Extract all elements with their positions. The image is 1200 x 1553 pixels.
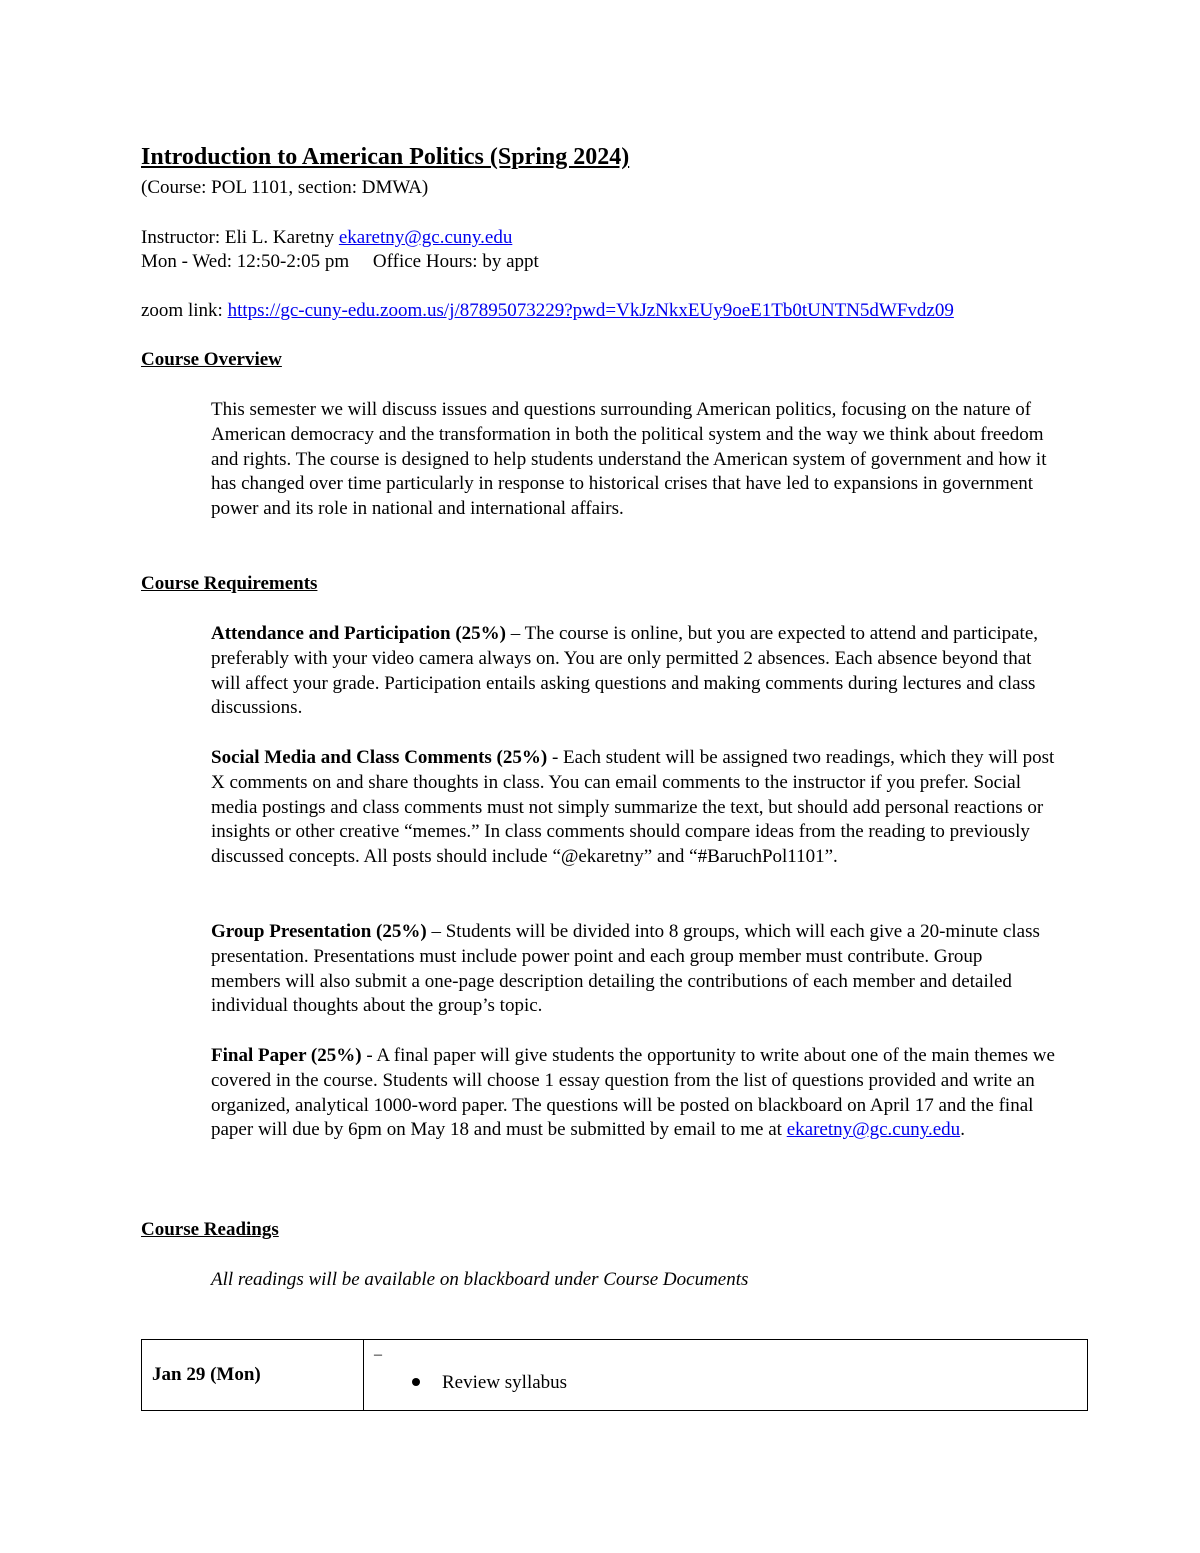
course-overview-heading: Course Overview [141,349,282,370]
requirement-text-end: . [960,1119,965,1141]
table-row [142,1340,1088,1411]
zoom-line [141,299,954,323]
readings-note: All readings will be available on blackboard under Course Documents [211,1269,749,1290]
requirement-attendance [211,622,1056,721]
schedule-table [141,1339,1088,1411]
page-title: Introduction to American Politics (Spring 2024) [141,144,630,170]
schedule-date: Jan 29 (Mon) [152,1364,261,1385]
course-readings-heading: Course Readings [141,1219,279,1240]
list-item [412,1372,567,1394]
requirement-social-media [211,746,1056,870]
requirement-group-presentation [211,920,1056,1019]
zoom-link[interactable]: https://gc-cuny-edu.zoom.us/j/87895073229?pwd=VkJzNkxEUy9oeE1Tb0tUNTN5dWFvdz09 [227,300,954,321]
requirement-text: – Students will be divided into 8 groups, which will each give a 20-minute class presentation. Presentations must include power point and each group member must contribute. Group members will also submit a one-page description detailing the contributions of each member and detailed individual thoughts about the group’s topic. [211,921,1040,1017]
requirement-title: Group Presentation (25%) [211,921,427,942]
class-schedule-line: Mon - Wed: 12:50-2:05 pm Office Hours: by appt [141,251,539,272]
requirement-title: Social Media and Class Comments (25%) [211,747,548,768]
course-line: (Course: POL 1101, section: DMWA) [141,177,429,198]
schedule-dash: – [374,1346,382,1363]
schedule-date-cell [142,1340,364,1411]
list-item-label: Review syllabus [442,1372,568,1393]
requirement-text: - A final paper will give students the opportunity to write about one of the main themes we covered in the course. Students will choose 1 essay question from the list of questions provided and write an organized, analytical 1000-word paper. The questions will be posted on blackboard on April 17 and the final paper will due by 6pm on May 18 and must be submitted by email to me at [211,1045,1055,1141]
requirement-title: Final Paper (25%) [211,1045,362,1066]
instructor-label: Instructor: Eli L. Karetny [141,227,339,248]
requirement-final-paper [211,1044,1056,1143]
final-paper-email-link[interactable]: ekaretny@gc.cuny.edu [786,1119,961,1141]
zoom-label: zoom link: [141,300,228,321]
requirement-title: Attendance and Participation (25%) [211,623,507,644]
course-overview-text: This semester we will discuss issues and questions surrounding American politics, focusing on the nature of American democracy and the transformation in both the political system and the way we think about freedom and rights. The course is designed to help students understand the American system of government and how it has changed over time particularly in response to historical crises that have led to expansions in government power and its role in national and international affairs. [211,399,1047,520]
bullet-icon [412,1378,420,1386]
requirement-text: – The course is online, but you are expected to attend and participate, preferably with your video camera always on. You are only permitted 2 absences. Each absence beyond that will affect your grade. Participation entails asking questions and making comments during lectures and class discussions. [211,623,1039,719]
schedule-content-cell [364,1340,1088,1411]
instructor-email-link[interactable]: ekaretny@gc.cuny.edu [338,227,513,248]
instructor-line [141,226,512,250]
requirement-text: - Each student will be assigned two readings, which they will post X comments on and share thoughts in class. You can email comments to the instructor if you prefer. Social media postings and class comments must not simply summarize the text, but should add personal reactions or insights or other creative “memes.” In class comments should compare ideas from the reading to previously discussed concepts. All posts should include “@ekaretny” and “#BaruchPol1101”. [211,747,1055,868]
course-requirements-heading: Course Requirements [141,573,318,594]
